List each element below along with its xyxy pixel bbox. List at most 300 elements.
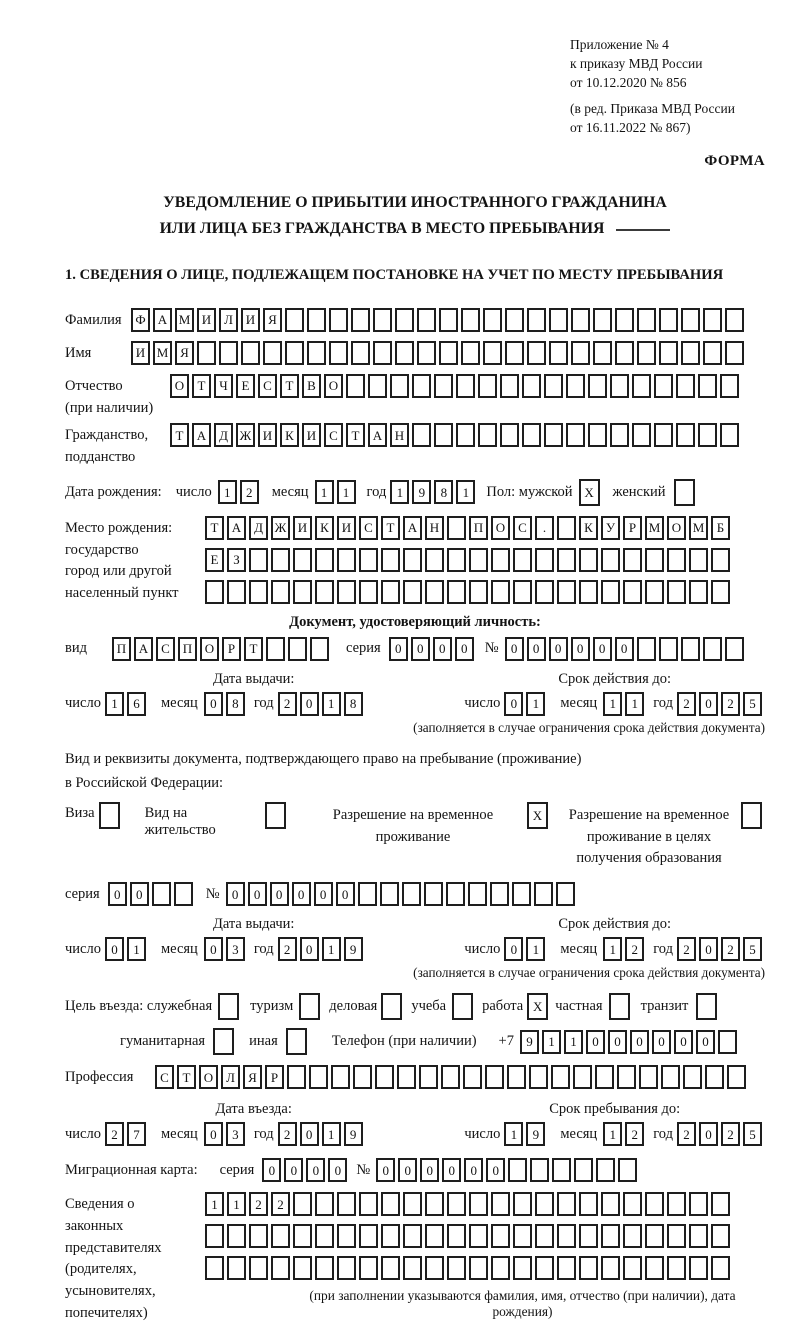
entry-year-boxes[interactable] (278, 1122, 366, 1146)
char-box[interactable] (353, 1065, 372, 1089)
permit-number-boxes[interactable] (226, 882, 578, 906)
char-box[interactable]: С (359, 516, 378, 540)
char-box[interactable]: 2 (721, 1122, 740, 1146)
char-box[interactable] (174, 882, 193, 906)
char-box[interactable] (447, 580, 466, 604)
char-box[interactable]: Н (425, 516, 444, 540)
char-box[interactable]: 0 (376, 1158, 395, 1182)
char-box[interactable] (293, 1256, 312, 1280)
char-box[interactable]: М (689, 516, 708, 540)
char-box[interactable]: 0 (336, 882, 355, 906)
char-box[interactable]: 1 (526, 692, 545, 716)
char-box[interactable] (491, 548, 510, 572)
char-box[interactable] (456, 374, 475, 398)
char-box[interactable] (711, 1224, 730, 1248)
char-box[interactable] (285, 341, 304, 365)
char-box[interactable]: Я (243, 1065, 262, 1089)
char-box[interactable] (557, 1192, 576, 1216)
char-box[interactable] (676, 374, 695, 398)
char-box[interactable] (698, 374, 717, 398)
birth-month-boxes[interactable] (315, 480, 359, 504)
char-box[interactable] (403, 1256, 422, 1280)
char-box[interactable] (227, 580, 246, 604)
char-box[interactable] (579, 548, 598, 572)
char-box[interactable] (667, 1224, 686, 1248)
char-box[interactable] (689, 1192, 708, 1216)
char-box[interactable] (461, 341, 480, 365)
char-box[interactable]: У (601, 516, 620, 540)
char-box[interactable] (359, 580, 378, 604)
char-box[interactable]: 8 (434, 480, 453, 504)
char-box[interactable] (337, 1224, 356, 1248)
char-box[interactable]: 0 (314, 882, 333, 906)
char-box[interactable]: 2 (677, 1122, 696, 1146)
char-box[interactable]: И (131, 341, 150, 365)
char-box[interactable] (381, 1192, 400, 1216)
char-box[interactable] (271, 1256, 290, 1280)
char-box[interactable]: 0 (398, 1158, 417, 1182)
char-box[interactable]: 1 (526, 937, 545, 961)
char-box[interactable]: О (200, 637, 219, 661)
char-box[interactable] (513, 580, 532, 604)
char-box[interactable] (403, 1192, 422, 1216)
representatives-row3-boxes[interactable] (205, 1256, 765, 1280)
char-box[interactable] (513, 1224, 532, 1248)
char-box[interactable]: Ч (214, 374, 233, 398)
char-box[interactable] (579, 1256, 598, 1280)
char-box[interactable] (469, 580, 488, 604)
char-box[interactable] (219, 341, 238, 365)
char-box[interactable] (557, 516, 576, 540)
char-box[interactable]: 0 (108, 882, 127, 906)
char-box[interactable] (689, 1224, 708, 1248)
char-box[interactable] (403, 548, 422, 572)
char-box[interactable] (249, 548, 268, 572)
char-box[interactable]: 2 (677, 937, 696, 961)
char-box[interactable]: 1 (456, 480, 475, 504)
char-box[interactable]: 1 (322, 1122, 341, 1146)
char-box[interactable] (725, 341, 744, 365)
char-box[interactable] (315, 1256, 334, 1280)
char-box[interactable]: О (199, 1065, 218, 1089)
char-box[interactable] (535, 1192, 554, 1216)
char-box[interactable]: З (227, 548, 246, 572)
char-box[interactable]: Ж (271, 516, 290, 540)
char-box[interactable] (425, 1224, 444, 1248)
char-box[interactable]: X (527, 993, 548, 1020)
char-box[interactable] (566, 374, 585, 398)
char-box[interactable]: 0 (306, 1158, 325, 1182)
representatives-row2-boxes[interactable] (205, 1224, 765, 1248)
char-box[interactable]: 0 (571, 637, 590, 661)
char-box[interactable]: 9 (344, 937, 363, 961)
char-box[interactable]: 1 (564, 1030, 583, 1054)
char-box[interactable] (711, 548, 730, 572)
char-box[interactable] (534, 882, 553, 906)
char-box[interactable] (623, 1224, 642, 1248)
char-box[interactable] (544, 374, 563, 398)
char-box[interactable] (483, 308, 502, 332)
char-box[interactable]: 1 (603, 692, 622, 716)
char-box[interactable] (491, 580, 510, 604)
char-box[interactable]: 0 (292, 882, 311, 906)
char-box[interactable] (412, 423, 431, 447)
char-box[interactable] (485, 1065, 504, 1089)
char-box[interactable]: X (579, 479, 600, 506)
char-box[interactable] (659, 637, 678, 661)
char-box[interactable] (218, 993, 239, 1020)
char-box[interactable]: К (280, 423, 299, 447)
char-box[interactable] (588, 374, 607, 398)
permit-issue-month-boxes[interactable] (204, 937, 248, 961)
char-box[interactable]: Т (381, 516, 400, 540)
char-box[interactable]: К (579, 516, 598, 540)
char-box[interactable] (601, 580, 620, 604)
char-box[interactable] (491, 1256, 510, 1280)
char-box[interactable]: 2 (721, 937, 740, 961)
char-box[interactable] (390, 374, 409, 398)
char-box[interactable] (241, 341, 260, 365)
char-box[interactable] (205, 580, 224, 604)
char-box[interactable] (571, 341, 590, 365)
char-box[interactable] (529, 1065, 548, 1089)
birth-day-boxes[interactable] (218, 480, 262, 504)
char-box[interactable]: Т (170, 423, 189, 447)
identity-valid-month-boxes[interactable] (603, 692, 647, 716)
char-box[interactable] (331, 1065, 350, 1089)
char-box[interactable] (703, 637, 722, 661)
char-box[interactable] (425, 1256, 444, 1280)
char-box[interactable]: 7 (127, 1122, 146, 1146)
char-box[interactable]: 1 (337, 480, 356, 504)
char-box[interactable] (601, 1224, 620, 1248)
char-box[interactable]: С (513, 516, 532, 540)
representatives-row1-boxes[interactable] (205, 1192, 765, 1216)
char-box[interactable] (601, 1192, 620, 1216)
char-box[interactable] (368, 374, 387, 398)
stay-day-boxes[interactable] (504, 1122, 548, 1146)
char-box[interactable] (579, 1224, 598, 1248)
char-box[interactable]: М (175, 308, 194, 332)
char-box[interactable]: 9 (520, 1030, 539, 1054)
char-box[interactable] (99, 802, 120, 829)
permit-valid-month-boxes[interactable] (603, 937, 647, 961)
doc-series-boxes[interactable] (389, 637, 477, 661)
char-box[interactable]: 0 (586, 1030, 605, 1054)
char-box[interactable] (478, 423, 497, 447)
char-box[interactable]: Т (205, 516, 224, 540)
given-name-boxes[interactable] (131, 341, 747, 365)
char-box[interactable] (645, 1192, 664, 1216)
char-box[interactable] (381, 580, 400, 604)
char-box[interactable] (705, 1065, 724, 1089)
char-box[interactable] (417, 308, 436, 332)
char-box[interactable] (505, 308, 524, 332)
char-box[interactable]: И (241, 308, 260, 332)
char-box[interactable] (601, 548, 620, 572)
char-box[interactable] (557, 548, 576, 572)
char-box[interactable]: А (368, 423, 387, 447)
char-box[interactable] (618, 1158, 637, 1182)
char-box[interactable] (535, 1224, 554, 1248)
char-box[interactable]: С (155, 1065, 174, 1089)
char-box[interactable] (424, 882, 443, 906)
char-box[interactable] (478, 374, 497, 398)
char-box[interactable] (595, 1065, 614, 1089)
char-box[interactable] (469, 1224, 488, 1248)
char-box[interactable] (469, 548, 488, 572)
char-box[interactable]: 6 (127, 692, 146, 716)
char-box[interactable]: 0 (593, 637, 612, 661)
char-box[interactable] (557, 1256, 576, 1280)
char-box[interactable] (397, 1065, 416, 1089)
char-box[interactable] (632, 374, 651, 398)
char-box[interactable]: 3 (226, 1122, 245, 1146)
char-box[interactable] (513, 1256, 532, 1280)
char-box[interactable]: 0 (674, 1030, 693, 1054)
char-box[interactable] (380, 882, 399, 906)
char-box[interactable] (395, 308, 414, 332)
profession-boxes[interactable] (155, 1065, 749, 1089)
char-box[interactable]: 1 (127, 937, 146, 961)
char-box[interactable] (381, 993, 402, 1020)
char-box[interactable] (574, 1158, 593, 1182)
char-box[interactable]: 0 (699, 937, 718, 961)
checkbox-study[interactable] (452, 993, 476, 1020)
char-box[interactable] (359, 1224, 378, 1248)
char-box[interactable]: 0 (504, 692, 523, 716)
char-box[interactable] (522, 423, 541, 447)
char-box[interactable] (293, 580, 312, 604)
char-box[interactable] (359, 548, 378, 572)
char-box[interactable]: Д (249, 516, 268, 540)
char-box[interactable] (402, 882, 421, 906)
char-box[interactable]: О (324, 374, 343, 398)
char-box[interactable]: 5 (743, 937, 762, 961)
char-box[interactable]: К (315, 516, 334, 540)
char-box[interactable] (579, 580, 598, 604)
char-box[interactable] (689, 1256, 708, 1280)
checkbox-official[interactable] (218, 993, 242, 1020)
char-box[interactable] (310, 637, 329, 661)
checkbox-humanitarian[interactable] (213, 1028, 237, 1055)
char-box[interactable] (447, 516, 466, 540)
char-box[interactable]: О (170, 374, 189, 398)
char-box[interactable] (609, 993, 630, 1020)
char-box[interactable] (263, 341, 282, 365)
char-box[interactable] (285, 308, 304, 332)
char-box[interactable] (720, 423, 739, 447)
char-box[interactable] (535, 580, 554, 604)
char-box[interactable] (286, 1028, 307, 1055)
checkbox-temp-residence-edu[interactable] (741, 802, 765, 829)
birthplace-row1-boxes[interactable] (205, 516, 733, 540)
migration-series-boxes[interactable] (262, 1158, 350, 1182)
char-box[interactable]: И (337, 516, 356, 540)
char-box[interactable] (727, 1065, 746, 1089)
char-box[interactable] (667, 1256, 686, 1280)
char-box[interactable] (698, 423, 717, 447)
char-box[interactable]: 0 (300, 937, 319, 961)
permit-issue-year-boxes[interactable] (278, 937, 366, 961)
char-box[interactable] (601, 1256, 620, 1280)
char-box[interactable] (288, 637, 307, 661)
char-box[interactable] (725, 637, 744, 661)
char-box[interactable] (359, 1192, 378, 1216)
char-box[interactable]: 2 (271, 1192, 290, 1216)
char-box[interactable]: А (192, 423, 211, 447)
char-box[interactable] (469, 1256, 488, 1280)
char-box[interactable]: 0 (549, 637, 568, 661)
entry-month-boxes[interactable] (204, 1122, 248, 1146)
char-box[interactable] (456, 423, 475, 447)
char-box[interactable] (505, 341, 524, 365)
permit-series-boxes[interactable] (108, 882, 196, 906)
char-box[interactable] (557, 1224, 576, 1248)
char-box[interactable] (637, 341, 656, 365)
char-box[interactable] (213, 1028, 234, 1055)
char-box[interactable] (549, 308, 568, 332)
checkbox-male[interactable] (579, 479, 603, 506)
char-box[interactable] (463, 1065, 482, 1089)
char-box[interactable] (337, 1192, 356, 1216)
char-box[interactable]: Р (623, 516, 642, 540)
char-box[interactable] (623, 580, 642, 604)
char-box[interactable]: С (156, 637, 175, 661)
char-box[interactable] (681, 637, 700, 661)
char-box[interactable] (205, 1224, 224, 1248)
char-box[interactable]: 0 (204, 937, 223, 961)
char-box[interactable] (645, 1224, 664, 1248)
identity-issue-day-boxes[interactable] (105, 692, 149, 716)
char-box[interactable]: 2 (278, 692, 297, 716)
char-box[interactable] (375, 1065, 394, 1089)
doc-number-boxes[interactable] (505, 637, 747, 661)
char-box[interactable]: И (197, 308, 216, 332)
char-box[interactable]: 0 (442, 1158, 461, 1182)
char-box[interactable]: Е (205, 548, 224, 572)
char-box[interactable]: 0 (652, 1030, 671, 1054)
stay-year-boxes[interactable] (677, 1122, 765, 1146)
char-box[interactable]: С (324, 423, 343, 447)
char-box[interactable] (293, 1192, 312, 1216)
char-box[interactable]: Р (222, 637, 241, 661)
char-box[interactable] (711, 1192, 730, 1216)
char-box[interactable]: А (153, 308, 172, 332)
char-box[interactable] (535, 1256, 554, 1280)
char-box[interactable] (513, 1192, 532, 1216)
char-box[interactable] (596, 1158, 615, 1182)
char-box[interactable]: 1 (542, 1030, 561, 1054)
checkbox-other-purpose[interactable] (286, 1028, 310, 1055)
char-box[interactable] (659, 341, 678, 365)
char-box[interactable] (593, 341, 612, 365)
char-box[interactable]: 0 (204, 1122, 223, 1146)
char-box[interactable] (513, 548, 532, 572)
char-box[interactable]: 0 (328, 1158, 347, 1182)
char-box[interactable]: 1 (625, 692, 644, 716)
char-box[interactable]: . (535, 516, 554, 540)
char-box[interactable]: 1 (603, 937, 622, 961)
char-box[interactable]: 0 (504, 937, 523, 961)
char-box[interactable] (667, 1192, 686, 1216)
char-box[interactable] (544, 423, 563, 447)
char-box[interactable]: 1 (322, 937, 341, 961)
char-box[interactable]: 0 (420, 1158, 439, 1182)
char-box[interactable]: 2 (249, 1192, 268, 1216)
char-box[interactable]: 2 (240, 480, 259, 504)
char-box[interactable] (615, 341, 634, 365)
char-box[interactable] (434, 423, 453, 447)
char-box[interactable] (447, 1224, 466, 1248)
char-box[interactable]: 0 (300, 1122, 319, 1146)
char-box[interactable] (337, 1256, 356, 1280)
char-box[interactable]: 1 (504, 1122, 523, 1146)
char-box[interactable]: А (403, 516, 422, 540)
char-box[interactable]: 0 (270, 882, 289, 906)
char-box[interactable]: 0 (226, 882, 245, 906)
char-box[interactable] (667, 548, 686, 572)
char-box[interactable] (299, 993, 320, 1020)
char-box[interactable] (623, 1256, 642, 1280)
char-box[interactable]: 1 (218, 480, 237, 504)
char-box[interactable]: 8 (226, 692, 245, 716)
char-box[interactable] (425, 548, 444, 572)
char-box[interactable] (351, 341, 370, 365)
char-box[interactable]: 5 (743, 1122, 762, 1146)
char-box[interactable]: И (302, 423, 321, 447)
char-box[interactable] (271, 1224, 290, 1248)
char-box[interactable]: Б (711, 516, 730, 540)
char-box[interactable]: Ф (131, 308, 150, 332)
char-box[interactable]: М (153, 341, 172, 365)
char-box[interactable]: 0 (284, 1158, 303, 1182)
char-box[interactable]: 1 (105, 692, 124, 716)
char-box[interactable]: Т (280, 374, 299, 398)
char-box[interactable] (468, 882, 487, 906)
birth-year-boxes[interactable] (390, 480, 478, 504)
char-box[interactable] (535, 548, 554, 572)
char-box[interactable] (293, 1224, 312, 1248)
char-box[interactable]: 1 (322, 692, 341, 716)
char-box[interactable] (337, 580, 356, 604)
char-box[interactable]: 8 (344, 692, 363, 716)
char-box[interactable] (711, 580, 730, 604)
char-box[interactable] (491, 1192, 510, 1216)
char-box[interactable] (500, 423, 519, 447)
char-box[interactable] (689, 580, 708, 604)
char-box[interactable]: 9 (344, 1122, 363, 1146)
char-box[interactable]: И (293, 516, 312, 540)
char-box[interactable]: 0 (105, 937, 124, 961)
char-box[interactable] (557, 580, 576, 604)
char-box[interactable]: 0 (433, 637, 452, 661)
char-box[interactable] (703, 341, 722, 365)
char-box[interactable] (381, 1224, 400, 1248)
char-box[interactable]: 0 (389, 637, 408, 661)
char-box[interactable] (315, 1224, 334, 1248)
char-box[interactable] (309, 1065, 328, 1089)
char-box[interactable] (527, 341, 546, 365)
identity-valid-year-boxes[interactable] (677, 692, 765, 716)
char-box[interactable]: 5 (743, 692, 762, 716)
char-box[interactable] (307, 341, 326, 365)
char-box[interactable] (623, 548, 642, 572)
char-box[interactable]: 1 (205, 1192, 224, 1216)
char-box[interactable] (315, 580, 334, 604)
char-box[interactable]: Т (244, 637, 263, 661)
char-box[interactable] (507, 1065, 526, 1089)
